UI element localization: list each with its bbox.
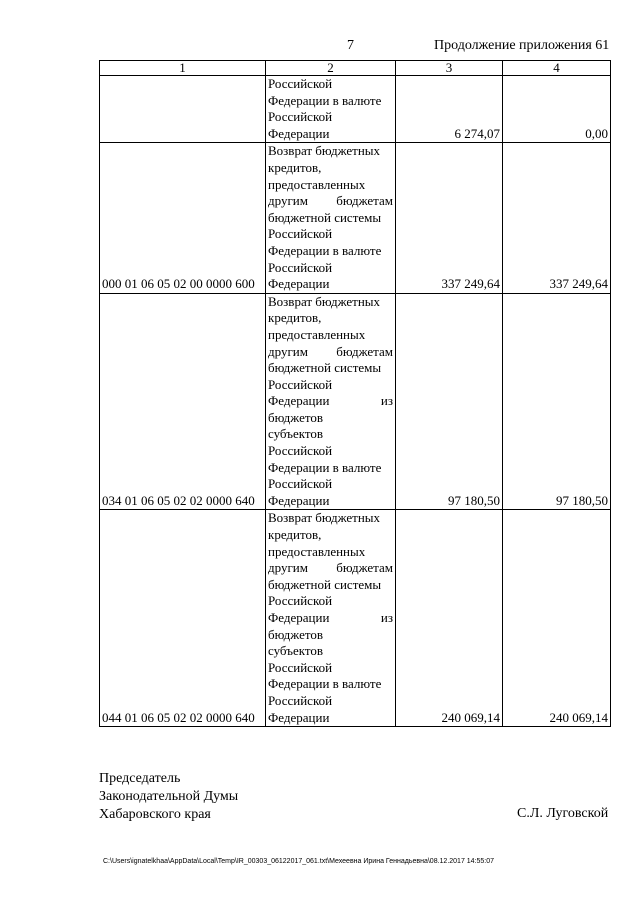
amount-col4-cell: 240 069,14 xyxy=(503,510,611,727)
table-row xyxy=(100,143,611,293)
description-cell xyxy=(266,143,396,293)
amount-col4-cell: 337 249,64 xyxy=(503,143,611,293)
budget-code-cell: 034 01 06 05 02 02 0000 640 xyxy=(100,293,266,510)
description-line: бюджетной системы xyxy=(268,360,382,376)
description-line: Российской xyxy=(268,443,333,459)
description-line: кредитов, xyxy=(268,159,322,175)
amount-col4-cell: 0,00 xyxy=(503,76,611,143)
amount-col3-cell: 97 180,50 xyxy=(396,293,503,510)
page-number: 7 xyxy=(347,38,354,53)
description-line: Российской xyxy=(268,259,333,275)
description-line: бюджетов xyxy=(268,409,324,425)
table-row xyxy=(100,76,611,143)
description-line: Федерации xyxy=(268,709,330,725)
description-line: Федерации из xyxy=(268,610,393,625)
description-line: кредитов, xyxy=(268,310,322,326)
budget-code-cell: 044 01 06 05 02 02 0000 640 xyxy=(100,510,266,727)
column-header-1: 1 xyxy=(100,61,266,76)
description-line: субъектов xyxy=(268,643,324,659)
description-line: Российской xyxy=(268,593,333,609)
table-row xyxy=(100,510,611,727)
description-line: Возврат бюджетных xyxy=(268,143,381,159)
description-line: Российской xyxy=(268,376,333,392)
table-body xyxy=(100,76,611,727)
budget-code-cell: 000 01 06 05 02 00 0000 600 xyxy=(100,143,266,293)
description-line: Возврат бюджетных xyxy=(268,510,381,526)
amount-col3-cell: 337 249,64 xyxy=(396,143,503,293)
description-line: Российской xyxy=(268,226,333,242)
description-line: Российской xyxy=(268,109,333,125)
description-line: Федерации в валюте xyxy=(268,676,382,692)
signature-position: Председатель xyxy=(99,771,181,786)
description-line: субъектов xyxy=(268,426,324,442)
description-line: Федерации из xyxy=(268,393,393,409)
table-header-row xyxy=(100,61,611,76)
description-line: предоставленных xyxy=(268,543,366,559)
signature-block xyxy=(99,770,238,824)
description-cell xyxy=(266,293,396,510)
column-header-4: 4 xyxy=(503,61,611,76)
description-line: Российской xyxy=(268,476,333,492)
description-line: Федерации xyxy=(268,492,330,508)
description-line: другим бюджетам xyxy=(268,560,393,576)
description-line: другим бюджетам xyxy=(268,193,393,209)
description-line: Российской xyxy=(268,76,333,91)
description-line: Российской xyxy=(268,659,333,675)
description-line: бюджетов xyxy=(268,626,324,642)
description-line: Федерации в валюте xyxy=(268,242,382,258)
budget-table xyxy=(99,60,611,727)
description-cell xyxy=(266,510,396,727)
budget-code-cell xyxy=(100,76,266,143)
description-line: другим бюджетам xyxy=(268,343,393,359)
description-line: Федерации в валюте xyxy=(268,459,382,475)
description-cell xyxy=(266,76,396,143)
description-line: Возврат бюджетных xyxy=(268,293,381,309)
amount-col3-cell: 6 274,07 xyxy=(396,76,503,143)
signature-organization: Законодательной Думы xyxy=(99,789,239,804)
amount-col3-cell: 240 069,14 xyxy=(396,510,503,727)
signer-name: С.Л. Луговской xyxy=(517,806,609,821)
description-line: Федерации xyxy=(268,125,330,141)
footer-file-path: C:\Users\ignatelkhaa\AppData\Local\Temp\IR_00303_06122017_061.txt\Мехеевна Ирина Геннадьевна\08.12.2017 14:55:07 xyxy=(103,858,495,865)
description-line: предоставленных xyxy=(268,326,366,342)
description-line: Российской xyxy=(268,692,333,708)
description-line: предоставленных xyxy=(268,176,366,192)
description-line: бюджетной системы xyxy=(268,576,382,592)
signature-region: Хабаровского края xyxy=(99,807,211,822)
description-line: Федерации xyxy=(268,276,330,292)
table-row xyxy=(100,293,611,510)
amount-col4-cell: 97 180,50 xyxy=(503,293,611,510)
description-line: Федерации в валюте xyxy=(268,92,382,108)
column-header-3: 3 xyxy=(396,61,503,76)
description-line: бюджетной системы xyxy=(268,209,382,225)
continuation-label: Продолжение приложения 61 xyxy=(434,38,610,53)
description-line: кредитов, xyxy=(268,527,322,543)
column-header-2: 2 xyxy=(266,61,396,76)
